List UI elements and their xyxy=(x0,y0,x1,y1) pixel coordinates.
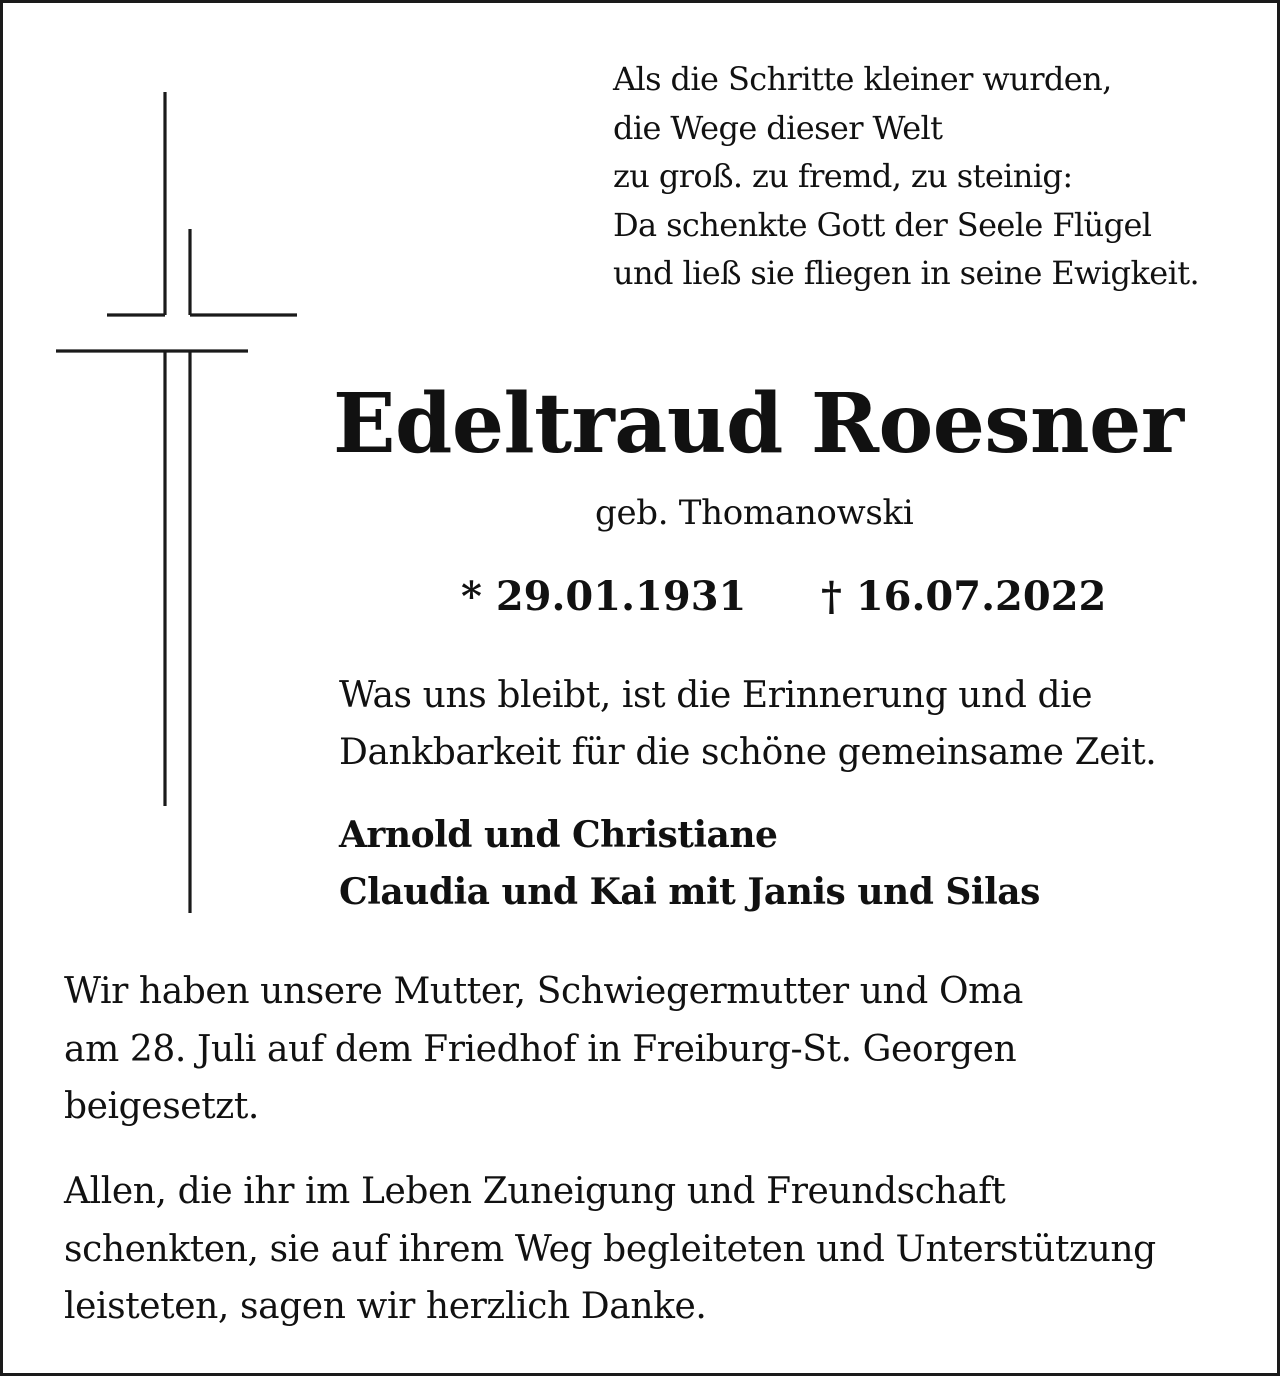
family-line: Arnold und Christiane xyxy=(339,814,778,856)
thanks-line: schenkten, sie auf ihrem Weg begleiteten und Unterstützung xyxy=(64,1228,1156,1270)
birth-date: * 29.01.1931 xyxy=(461,573,747,620)
quote-line: Was uns bleibt, ist die Erinnerung und die xyxy=(339,675,1093,716)
poem-line: und ließ sie fliegen in seine Ewigkeit. xyxy=(613,254,1200,292)
family-signature xyxy=(339,807,1040,921)
notice-line: am 28. Juli auf dem Friedhof in Freiburg-St. Georgen xyxy=(64,1028,1017,1070)
notice-line: Wir haben unsere Mutter, Schwiegermutter und Oma xyxy=(64,971,1023,1012)
poem xyxy=(613,55,1199,298)
double-cross-icon xyxy=(3,3,323,933)
cross-strokes xyxy=(56,92,297,913)
poem-line: die Wege dieser Welt xyxy=(613,108,943,147)
deceased-name: Edeltraud Roesner xyxy=(333,376,1184,472)
maiden-name: geb. Thomanowski xyxy=(595,493,914,533)
remembrance-quote xyxy=(339,667,1156,781)
thanks-paragraph xyxy=(64,1163,1156,1336)
notice-line: beigesetzt. xyxy=(64,1086,259,1127)
thanks-line: leisteten, sagen wir herzlich Danke. xyxy=(64,1286,707,1327)
death-date: † 16.07.2022 xyxy=(821,573,1107,620)
burial-notice xyxy=(64,963,1023,1136)
poem-line: zu groß. zu fremd, zu steinig: xyxy=(613,157,1073,195)
poem-line: Als die Schritte kleiner wurden, xyxy=(613,60,1112,98)
family-line: Claudia und Kai mit Janis und Silas xyxy=(339,871,1040,913)
quote-line: Dankbarkeit für die schöne gemeinsame Zeit. xyxy=(339,732,1157,773)
poem-line: Da schenkte Gott der Seele Flügel xyxy=(613,205,1152,244)
thanks-line: Allen, die ihr im Leben Zuneigung und Freundschaft xyxy=(64,1171,1006,1212)
